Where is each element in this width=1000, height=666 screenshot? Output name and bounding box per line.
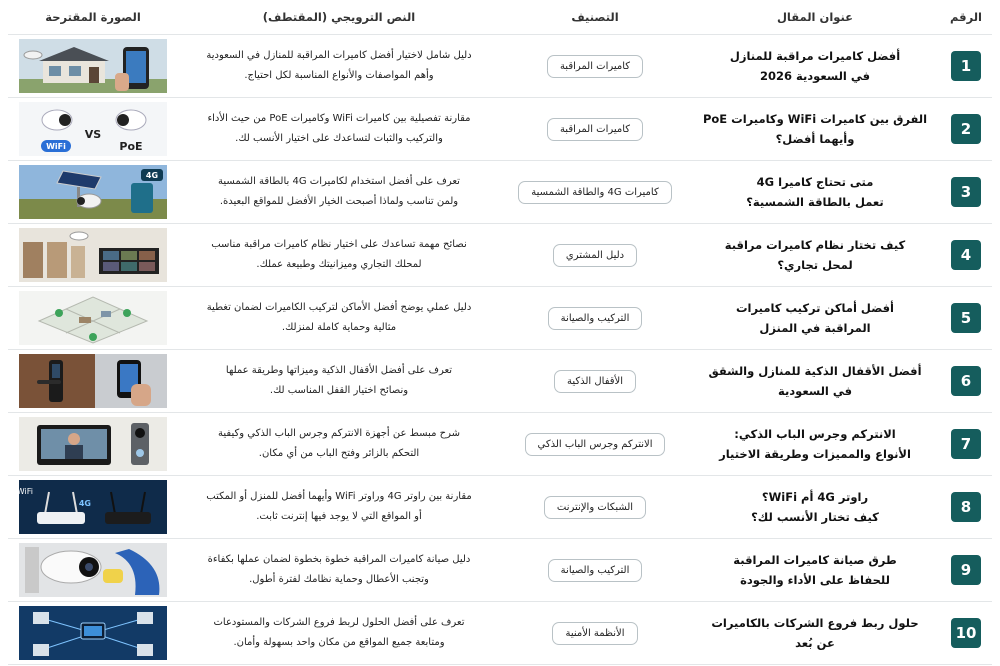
house-cameras-image	[19, 39, 167, 93]
table-row	[8, 539, 992, 602]
category-pill[interactable]: الأنظمة الأمنية	[552, 622, 637, 645]
camera-cleaning-image	[19, 543, 167, 597]
promo-text: مقارنة بين راوتر 4G وراوتر WiFi وأيهما أفضل للمنزل أو المكتب أو المواقع التي لا يوجد فيها إنترنت ثابت.	[206, 491, 472, 522]
promo-text: دليل عملي يوضح أفضل الأماكن لتركيب الكاميرات لضمان تغطية مثالية وحماية كاملة لمنزلك.	[206, 302, 472, 333]
article-title: طرق صيانة كاميرات المراقبة للحفاظ على الأداء والجودة	[733, 553, 897, 587]
category-pill[interactable]: الأقفال الذكية	[554, 370, 636, 393]
header-category: التصنيف	[571, 10, 619, 24]
promo-text: دليل صيانة كاميرات المراقبة خطوة بخطوة لضمان عملها بكفاءة وتجنب الأعطال وحماية نظامك لفترة أطول.	[207, 554, 471, 585]
table-row	[8, 35, 992, 98]
promo-text: تعرف على أفضل الأقفال الذكية وميزاتها وطريقة عملها ونصائح اختيار القفل المناسب لك.	[225, 365, 453, 396]
category-pill[interactable]: الشبكات والإنترنت	[544, 496, 646, 519]
wifi-label: WiFi	[16, 487, 33, 496]
vs-label: VS	[84, 128, 102, 141]
row-number-badge: 6	[951, 366, 981, 396]
table-row	[8, 287, 992, 350]
table-row	[8, 161, 992, 224]
article-title: أفضل أماكن تركيب كاميرات المراقبة في المنزل	[736, 301, 894, 335]
promo-text: تعرف على أفضل استخدام لكاميرات 4G بالطاقة الشمسية ولمن تناسب ولماذا أصبحت الخيار الأفضل للمواقع البعيدة.	[218, 176, 460, 207]
4g-badge: 4G	[145, 171, 159, 180]
row-number-badge: 7	[951, 429, 981, 459]
header-promo: النص الترويجي (المقتطف)	[262, 10, 416, 24]
article-title: راوتر 4G أم WiFi؟ كيف تختار الأنسب لك؟	[751, 490, 879, 524]
row-number-badge: 10	[951, 618, 981, 648]
row-number-badge: 5	[951, 303, 981, 333]
wifi-vs-poe-image	[19, 102, 167, 156]
row-number-badge: 8	[951, 492, 981, 522]
category-pill[interactable]: الانتركم وجرس الباب الذكي	[525, 433, 666, 456]
promo-text: نصائح مهمة تساعدك على اختيار نظام كاميرات مراقبة مناسب لمحلك التجاري وميزانيتك وطبيعة عملك.	[211, 239, 467, 270]
table-row	[8, 476, 992, 539]
table-row	[8, 98, 992, 161]
promo-text: مقارنة تفصيلية بين كاميرات WiFi وكاميرات PoE من حيث الأداء والتركيب والثبات لتساعدك على اختيار الأنسب لك.	[207, 113, 471, 144]
routers-image	[16, 480, 167, 534]
promo-text: شرح مبسط عن أجهزة الانتركم وجرس الباب الذكي وكيفية التحكم بالزائر وفتح الباب من أي مكان.	[218, 428, 460, 459]
header-title: عنوان المقال	[776, 10, 854, 24]
promo-text: دليل شامل لاختيار أفضل كاميرات المراقبة للمنازل في السعودية وأهم المواصفات والأنواع المناسبة لكل احتياج.	[206, 50, 472, 81]
poe-label: PoE	[119, 140, 143, 153]
row-number-badge: 2	[951, 114, 981, 144]
article-title: أفضل الأقفال الذكية للمنازل والشقق في السعودية	[708, 364, 922, 398]
solar-4g-camera-image	[19, 165, 167, 219]
category-pill[interactable]: التركيب والصيانة	[548, 307, 643, 330]
header-number: الرقم	[950, 10, 982, 24]
article-title: حلول ربط فروع الشركات بالكاميرات عن بُعد	[711, 616, 919, 650]
shop-cameras-image	[19, 228, 167, 282]
category-pill[interactable]: كاميرات المراقبة	[547, 118, 643, 141]
4g-label: 4G	[78, 499, 91, 508]
category-pill[interactable]: دليل المشتري	[553, 244, 637, 267]
category-pill[interactable]: كاميرات المراقبة	[547, 55, 643, 78]
article-title: متى تحتاج كاميرا 4G تعمل بالطاقة الشمسية؟	[746, 175, 884, 209]
table-row	[8, 602, 992, 665]
network-branches-image	[19, 606, 167, 660]
table-header	[8, 0, 992, 34]
table-row	[8, 350, 992, 413]
article-title: أفضل كاميرات مراقبة للمنازل في السعودية 2026	[729, 49, 901, 83]
table-row	[8, 224, 992, 287]
category-pill[interactable]: التركيب والصيانة	[548, 559, 643, 582]
table-row	[8, 413, 992, 476]
wifi-label: WiFi	[46, 142, 66, 151]
row-number-badge: 1	[951, 51, 981, 81]
articles-table	[8, 0, 992, 665]
category-pill[interactable]: كاميرات 4G والطاقة الشمسية	[518, 181, 671, 204]
smart-lock-image	[19, 354, 167, 408]
row-number-badge: 9	[951, 555, 981, 585]
row-number-badge: 4	[951, 240, 981, 270]
article-title: الفرق بين كاميرات WiFi وكاميرات PoE وأيهما أفضل؟	[702, 112, 928, 146]
row-number-badge: 3	[951, 177, 981, 207]
home-floorplan-image	[19, 291, 167, 345]
article-title: الانتركم وجرس الباب الذكي: الأنواع والمميزات وطريقة الاختيار	[719, 427, 911, 461]
promo-text: تعرف على أفضل الحلول لربط فروع الشركات والمستودعات ومتابعة جميع المواقع من مكان واحد بسهولة وأمان.	[213, 617, 465, 648]
table-body	[8, 34, 992, 665]
header-image: الصورة المقترحة	[45, 10, 141, 24]
intercom-doorbell-image	[19, 417, 167, 471]
article-title: كيف تختار نظام كاميرات مراقبة لمحل تجاري؟	[724, 238, 906, 272]
